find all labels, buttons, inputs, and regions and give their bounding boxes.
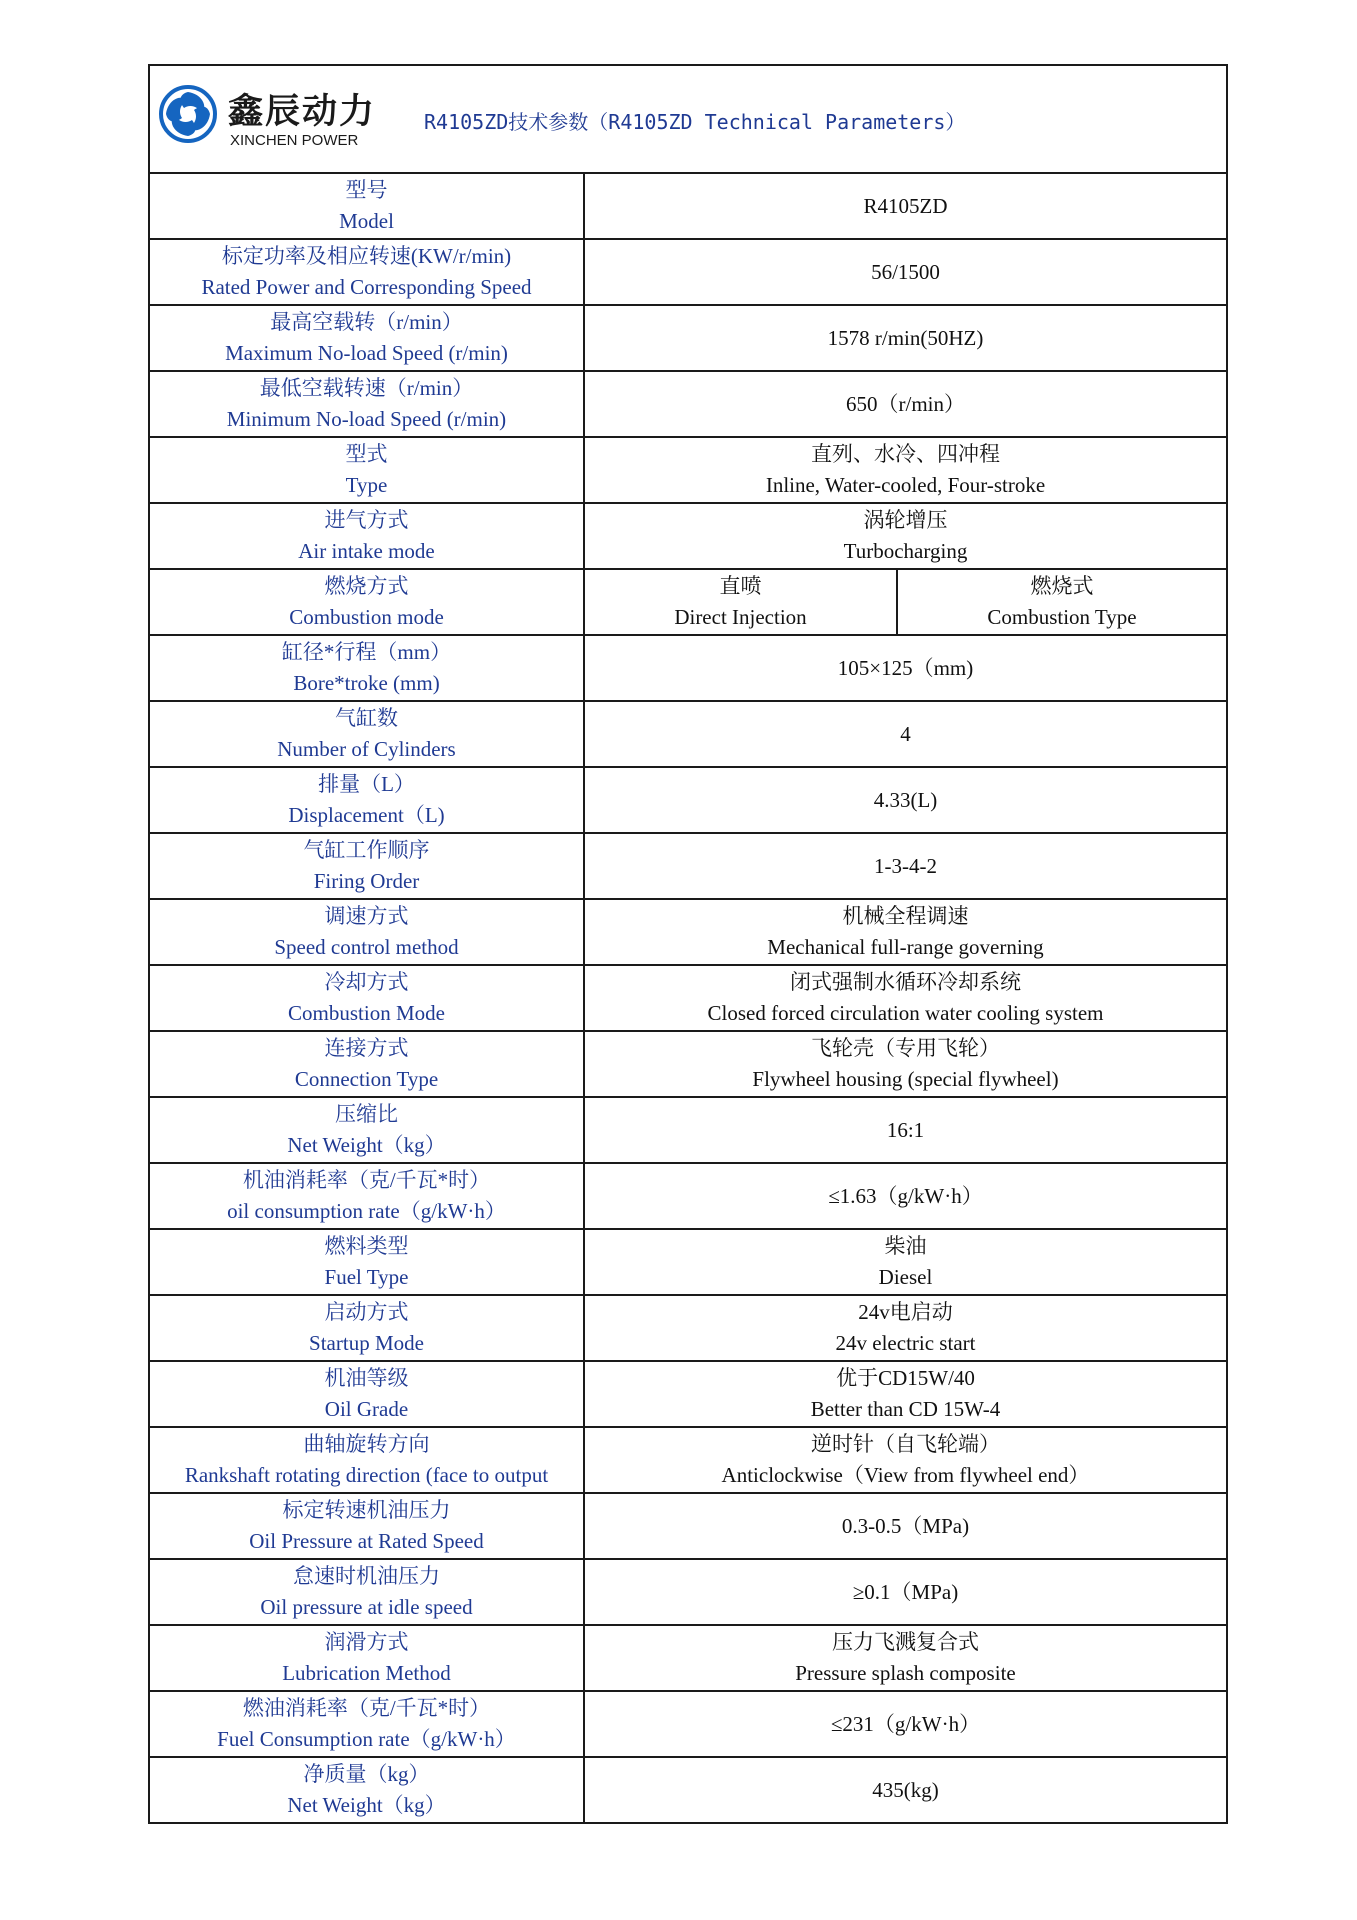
spec-label-en: Oil Pressure at Rated Speed bbox=[249, 1529, 484, 1553]
spec-value-cn: 24v电启动 bbox=[858, 1300, 953, 1324]
spec-label-en: Number of Cylinders bbox=[277, 737, 456, 761]
spec-label-cell bbox=[150, 1559, 584, 1625]
brand-name-cn: 鑫辰动力 bbox=[228, 92, 377, 132]
spec-label-cn: 型号 bbox=[345, 178, 388, 202]
spec-label-cn: 气缸数 bbox=[335, 706, 398, 730]
spec-label-cell bbox=[150, 1757, 584, 1822]
spec-label-cn: 压缩比 bbox=[335, 1102, 398, 1126]
spec-row bbox=[150, 371, 1226, 437]
spec-row bbox=[150, 965, 1226, 1031]
spec-label-en: Rated Power and Corresponding Speed bbox=[201, 275, 532, 299]
spec-row bbox=[150, 174, 1226, 239]
spec-row bbox=[150, 1295, 1226, 1361]
spec-value: 56/1500 bbox=[871, 259, 940, 284]
spec-label-cn: 燃料类型 bbox=[324, 1234, 409, 1258]
spec-label-cn: 缸径*行程（mm） bbox=[281, 640, 452, 664]
spec-label-cn: 曲轴旋转方向 bbox=[303, 1432, 430, 1456]
spec-value-cell bbox=[584, 1757, 1226, 1822]
spec-value-left-en: Direct Injection bbox=[674, 605, 807, 629]
spec-sheet bbox=[148, 64, 1228, 1824]
spec-label-cn: 燃烧方式 bbox=[324, 574, 409, 598]
spec-label-cell bbox=[150, 1229, 584, 1295]
spec-label-cn: 启动方式 bbox=[324, 1300, 409, 1324]
spec-row bbox=[150, 569, 1226, 635]
spec-value: 1-3-4-2 bbox=[874, 853, 937, 878]
spec-label-cn: 最低空载转速（r/min） bbox=[259, 376, 474, 400]
spec-label-cell bbox=[150, 767, 584, 833]
xinchen-logo-icon bbox=[158, 84, 218, 144]
spec-value-cell bbox=[584, 833, 1226, 899]
spec-label-en: Net Weight（kg） bbox=[287, 1133, 446, 1157]
spec-label-en: Fuel Type bbox=[324, 1265, 409, 1289]
spec-label-cell bbox=[150, 1691, 584, 1757]
spec-label-cn: 排量（L） bbox=[318, 772, 415, 796]
spec-value-cell bbox=[584, 899, 1226, 965]
spec-value-cn: 涡轮增压 bbox=[863, 508, 948, 532]
spec-label-cn: 润滑方式 bbox=[324, 1630, 409, 1654]
spec-label-cell bbox=[150, 899, 584, 965]
spec-row bbox=[150, 503, 1226, 569]
spec-value-cell bbox=[584, 503, 1226, 569]
spec-label-en: Speed control method bbox=[274, 935, 459, 959]
spec-label-en: Minimum No-load Speed (r/min) bbox=[226, 407, 507, 431]
spec-label-en: Combustion Mode bbox=[288, 1001, 445, 1025]
spec-value-left-cn: 直喷 bbox=[719, 574, 762, 598]
spec-label-cn: 最高空载转（r/min） bbox=[270, 310, 463, 334]
spec-value-cn: 机械全程调速 bbox=[842, 904, 969, 928]
spec-label-cn: 燃油消耗率（克/千瓦*时） bbox=[242, 1696, 491, 1720]
spec-label-cn: 冷却方式 bbox=[324, 970, 409, 994]
spec-row bbox=[150, 701, 1226, 767]
spec-value-cn: 逆时针（自飞轮端） bbox=[811, 1432, 1000, 1456]
spec-label-en: Connection Type bbox=[294, 1067, 439, 1091]
spec-value-en: Flywheel housing (special flywheel) bbox=[752, 1067, 1059, 1091]
spec-value-cell bbox=[584, 1427, 1226, 1493]
spec-value: R4105ZD bbox=[863, 193, 948, 218]
spec-label-en: Combustion mode bbox=[289, 605, 444, 629]
spec-value-right-en: Combustion Type bbox=[987, 605, 1137, 629]
spec-label-en: Startup Mode bbox=[309, 1331, 424, 1355]
spec-value: 1578 r/min(50HZ) bbox=[827, 325, 984, 350]
spec-value-cell bbox=[584, 1493, 1226, 1559]
spec-value-cell bbox=[584, 174, 1226, 239]
spec-label-cell bbox=[150, 1031, 584, 1097]
spec-label-cn: 标定转速机油压力 bbox=[282, 1498, 451, 1522]
spec-value-cell bbox=[584, 1163, 1226, 1229]
spec-value-cell bbox=[584, 1691, 1226, 1757]
spec-value-cell bbox=[584, 437, 1226, 503]
spec-value-cell bbox=[584, 1229, 1226, 1295]
spec-value-right-cell bbox=[897, 569, 1226, 635]
spec-value: ≤1.63（g/kW·h） bbox=[828, 1183, 983, 1208]
spec-value-cell bbox=[584, 1295, 1226, 1361]
spec-label-cell bbox=[150, 503, 584, 569]
spec-value-cn: 压力飞溅复合式 bbox=[832, 1630, 979, 1654]
sheet-header bbox=[150, 66, 1226, 174]
spec-value: 0.3-0.5（MPa) bbox=[841, 1513, 970, 1538]
spec-label-cell bbox=[150, 239, 584, 305]
spec-value-cn: 优于CD15W/40 bbox=[836, 1366, 975, 1390]
spec-value-cell bbox=[584, 767, 1226, 833]
spec-value-en: 24v electric start bbox=[835, 1331, 976, 1355]
spec-label-cell bbox=[150, 701, 584, 767]
spec-label-cell bbox=[150, 1427, 584, 1493]
spec-label-cn: 型式 bbox=[345, 442, 388, 466]
spec-label-cell bbox=[150, 1163, 584, 1229]
spec-row bbox=[150, 305, 1226, 371]
spec-label-cell bbox=[150, 305, 584, 371]
spec-row bbox=[150, 1097, 1226, 1163]
spec-value: 435(kg) bbox=[872, 1777, 939, 1802]
spec-label-cn: 净质量（kg） bbox=[303, 1762, 430, 1786]
spec-value-cell bbox=[584, 965, 1226, 1031]
spec-row bbox=[150, 239, 1226, 305]
spec-label-cn: 进气方式 bbox=[324, 508, 409, 532]
spec-label-cell bbox=[150, 174, 584, 239]
spec-value-en: Inline, Water-cooled, Four-stroke bbox=[765, 473, 1046, 497]
spec-label-en: Fuel Consumption rate（g/kW·h） bbox=[217, 1727, 516, 1751]
spec-label-en: Rankshaft rotating direction (face to output bbox=[184, 1463, 549, 1487]
spec-label-cell bbox=[150, 437, 584, 503]
spec-value-right-cn: 燃烧式 bbox=[1030, 574, 1094, 598]
spec-label-cell bbox=[150, 833, 584, 899]
spec-row bbox=[150, 1691, 1226, 1757]
spec-label-cn: 气缸工作顺序 bbox=[303, 838, 430, 862]
spec-value-cell bbox=[584, 1097, 1226, 1163]
spec-label-cell bbox=[150, 1361, 584, 1427]
spec-value-cell bbox=[584, 1559, 1226, 1625]
spec-row bbox=[150, 1559, 1226, 1625]
spec-value-cell bbox=[584, 1031, 1226, 1097]
spec-label-en: Bore*troke (mm) bbox=[293, 671, 440, 695]
spec-label-cn: 连接方式 bbox=[324, 1036, 409, 1060]
document-title: R4105ZD技术参数（R4105ZD Technical Parameters） bbox=[424, 110, 966, 134]
spec-value: 4 bbox=[900, 721, 911, 746]
spec-label-cn: 调速方式 bbox=[324, 904, 409, 928]
spec-row bbox=[150, 1361, 1226, 1427]
spec-row bbox=[150, 767, 1226, 833]
spec-value-cn: 直列、水冷、四冲程 bbox=[811, 442, 1000, 466]
spec-label-cell bbox=[150, 1097, 584, 1163]
spec-label-en: oil consumption rate（g/kW·h） bbox=[227, 1199, 506, 1223]
spec-label-cell bbox=[150, 1295, 584, 1361]
spec-value-cell bbox=[584, 239, 1226, 305]
spec-value-left-cell bbox=[584, 569, 897, 635]
spec-value-en: Anticlockwise（View from flywheel end） bbox=[721, 1463, 1090, 1487]
spec-label-cell bbox=[150, 569, 584, 635]
spec-label-en: Maximum No-load Speed (r/min) bbox=[225, 341, 508, 365]
spec-label-cn: 机油消耗率（克/千瓦*时） bbox=[242, 1168, 491, 1192]
brand-name-en: XINCHEN POWER bbox=[230, 132, 359, 149]
spec-value: 105×125（mm) bbox=[837, 655, 974, 680]
spec-value-cell bbox=[584, 1361, 1226, 1427]
parameters-table bbox=[150, 174, 1226, 1822]
spec-row bbox=[150, 1625, 1226, 1691]
spec-value-cn: 柴油 bbox=[884, 1234, 927, 1258]
spec-label-en: Air intake mode bbox=[298, 539, 435, 563]
spec-value-en: Mechanical full-range governing bbox=[767, 935, 1044, 959]
spec-label-en: Net Weight（kg） bbox=[287, 1793, 446, 1817]
spec-value-cell bbox=[584, 1625, 1226, 1691]
spec-row bbox=[150, 833, 1226, 899]
spec-row bbox=[150, 899, 1226, 965]
spec-label-cell bbox=[150, 1493, 584, 1559]
spec-value: 16:1 bbox=[886, 1117, 925, 1142]
spec-value-cell bbox=[584, 635, 1226, 701]
spec-value-cell bbox=[584, 371, 1226, 437]
spec-label-en: Displacement（L) bbox=[288, 803, 445, 827]
spec-value: ≥0.1（MPa) bbox=[852, 1579, 959, 1604]
spec-row bbox=[150, 1163, 1226, 1229]
spec-value: ≤231（g/kW·h） bbox=[830, 1711, 981, 1736]
spec-label-en: Type bbox=[345, 473, 388, 497]
spec-value-cell bbox=[584, 701, 1226, 767]
spec-label-en: Model bbox=[339, 209, 394, 233]
spec-row bbox=[150, 1757, 1226, 1822]
spec-row bbox=[150, 1493, 1226, 1559]
spec-label-en: Firing Order bbox=[313, 869, 420, 893]
spec-row bbox=[150, 635, 1226, 701]
spec-label-cn: 机油等级 bbox=[324, 1366, 409, 1390]
spec-row bbox=[150, 437, 1226, 503]
spec-value-cell bbox=[584, 305, 1226, 371]
spec-value: 650（r/min） bbox=[846, 391, 965, 416]
spec-label-cell bbox=[150, 635, 584, 701]
spec-row bbox=[150, 1229, 1226, 1295]
spec-value-en: Turbocharging bbox=[843, 539, 968, 563]
spec-label-cell bbox=[150, 1625, 584, 1691]
spec-label-en: Oil pressure at idle speed bbox=[260, 1595, 473, 1619]
spec-value-en: Diesel bbox=[878, 1265, 933, 1289]
spec-label-cell bbox=[150, 371, 584, 437]
spec-value-cn: 飞轮壳（专用飞轮） bbox=[811, 1036, 1000, 1060]
spec-value-en: Closed forced circulation water cooling system bbox=[707, 1001, 1104, 1025]
spec-value-cn: 闭式强制水循环冷却系统 bbox=[790, 970, 1021, 994]
spec-label-cn: 怠速时机油压力 bbox=[293, 1564, 440, 1588]
spec-value-en: Better than CD 15W-4 bbox=[810, 1397, 1001, 1421]
spec-row bbox=[150, 1427, 1226, 1493]
spec-value-en: Pressure splash composite bbox=[795, 1661, 1016, 1685]
spec-label-en: Oil Grade bbox=[324, 1397, 409, 1421]
spec-value: 4.33(L) bbox=[873, 787, 938, 812]
spec-label-cell bbox=[150, 965, 584, 1031]
spec-row bbox=[150, 1031, 1226, 1097]
spec-label-en: Lubrication Method bbox=[282, 1661, 451, 1685]
spec-label-cn: 标定功率及相应转速(KW/r/min) bbox=[221, 244, 512, 268]
